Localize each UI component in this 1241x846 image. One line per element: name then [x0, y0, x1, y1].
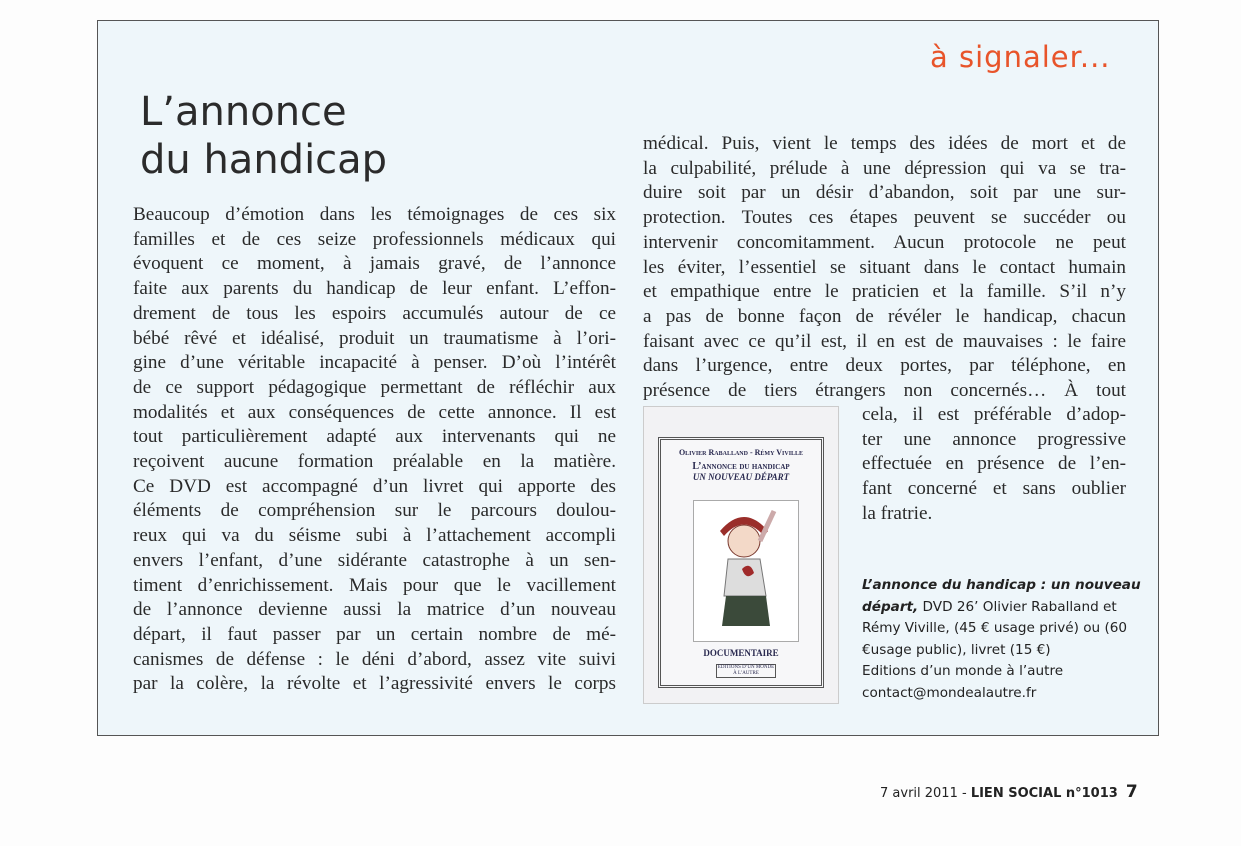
- text-line: présence de tiers étrangers non concernés… À tout: [643, 380, 1126, 402]
- text-line: dans l’urgence, entre deux portes, par téléphone, en: [643, 355, 1126, 377]
- text-line: protection. Toutes ces étapes peuvent se succéder ou: [643, 207, 1126, 229]
- text-line: tout particulièrement adapté aux intervenants qui ne: [133, 426, 616, 448]
- cover-genre: DOCUMENTAIRE: [703, 648, 779, 658]
- text-line: a pas de bonne façon de révéler le handicap, chacun: [643, 305, 1126, 327]
- text-line: reux qui va du séisme subi à l’attachement accompli: [133, 525, 616, 547]
- page-footer: [880, 782, 1138, 802]
- caption-title: L’annonce du handicap : un nouveau départ,: [862, 577, 1141, 615]
- footer-magazine: LIEN SOCIAL n°1013: [970, 786, 1118, 801]
- cover-title: L’annonce du handicap: [692, 461, 790, 472]
- text-line: fant concerné et sans oublier: [862, 478, 1126, 500]
- dvd-cover-image: [643, 406, 839, 704]
- text-line: départ, il faut passer par un certain nombre de mé-: [133, 623, 616, 645]
- text-line: timent d’enrichissement. Mais pour que le vacillement: [133, 574, 616, 596]
- text-line: de ce support pédagogique permettant de réfléchir aux: [133, 376, 616, 398]
- text-line: éléments de compréhension sur le parcours doulou-: [133, 500, 616, 522]
- text-line: gine d’une véritable incapacité à penser. D’où l’intérêt: [133, 352, 616, 374]
- footer-date: 7 avril 2011 -: [880, 786, 971, 801]
- text-line: drement de tous les espoirs accumulés autour de ce: [133, 302, 616, 324]
- text-line: la fratrie.: [862, 502, 933, 524]
- text-line: évoquent ce moment, à jamais gravé, de l’annonce: [133, 253, 616, 275]
- page-number: 7: [1125, 782, 1138, 802]
- article-title: [140, 88, 387, 184]
- text-line: Beaucoup d’émotion dans les témoignages de ces six: [133, 204, 616, 225]
- cover-publisher-logo: EDITIONS D’UN MONDE À L’AUTRE: [717, 665, 775, 676]
- text-line: ter une annonce progressive: [862, 428, 1126, 450]
- right-column: [643, 132, 1126, 404]
- title-line: du handicap: [140, 137, 388, 183]
- caption-contact: contact@mondealautre.fr: [862, 684, 1037, 701]
- cover-subtitle: UN NOUVEAU DÉPART: [692, 472, 790, 482]
- text-line: et empathique entre le praticien et la famille. S’il n’y: [643, 281, 1126, 303]
- text-line: reçoivent aucune formation préalable en la matière.: [133, 451, 616, 473]
- cover-authors: Olivier Raballand - Rémy Viville: [678, 448, 804, 457]
- text-line: envers l’enfant, d’une sidérante catastrophe à un sen-: [133, 549, 616, 571]
- cover-frame: [658, 437, 824, 688]
- text-line: duire soit par un désir d’abandon, soit par une sur-: [643, 182, 1126, 204]
- text-line: intervenir concomitamment. Aucun protocole ne peut: [643, 231, 1126, 253]
- right-column-wrap: [862, 403, 1126, 527]
- text-line: par la colère, la révolte et l’agressivité envers le corps: [133, 673, 616, 695]
- text-line: familles et de ces seize professionnels médicaux qui: [133, 228, 616, 250]
- section-kicker: à signaler...: [930, 40, 1111, 74]
- text-line: médical. Puis, vient le temps des idées de mort et de: [643, 133, 1126, 154]
- text-line: modalités et aux conséquences de cette annonce. Il est: [133, 401, 616, 423]
- text-line: Ce DVD est accompagné d’un livret qui apporte des: [133, 475, 616, 497]
- caption-details: DVD 26’ Olivier Raballand et Rémy Viville, (45 € usage privé) ou (60 €usage public), livret (15 €): [862, 598, 1128, 658]
- text-line: faite aux parents du handicap de leur enfant. L’effon-: [133, 278, 616, 300]
- text-line: faisant avec ce qu’il est, il en est de mauvaises : le faire: [643, 330, 1126, 352]
- dvd-caption: [862, 575, 1142, 704]
- caption-publisher: Editions d’un monde à l’autre: [862, 663, 1064, 679]
- text-line: effectuée en présence de l’en-: [862, 453, 1126, 475]
- text-line: de l’annonce devienne aussi la matrice d’un nouveau: [133, 599, 616, 621]
- left-column: [133, 203, 616, 697]
- text-line: bébé rêvé et idéalisé, produit un traumatisme à l’ori-: [133, 327, 616, 349]
- text-line: la culpabilité, prélude à une dépression qui va se tra-: [643, 157, 1126, 179]
- text-line: les éviter, l’essentiel se situant dans le contact humain: [643, 256, 1126, 278]
- title-line: L’annonce: [140, 89, 347, 135]
- cover-illustration: [693, 500, 799, 642]
- text-line: cela, il est préférable d’adop-: [862, 404, 1126, 425]
- text-line: canismes de défense : le déni d’abord, assez vite suivi: [133, 648, 616, 670]
